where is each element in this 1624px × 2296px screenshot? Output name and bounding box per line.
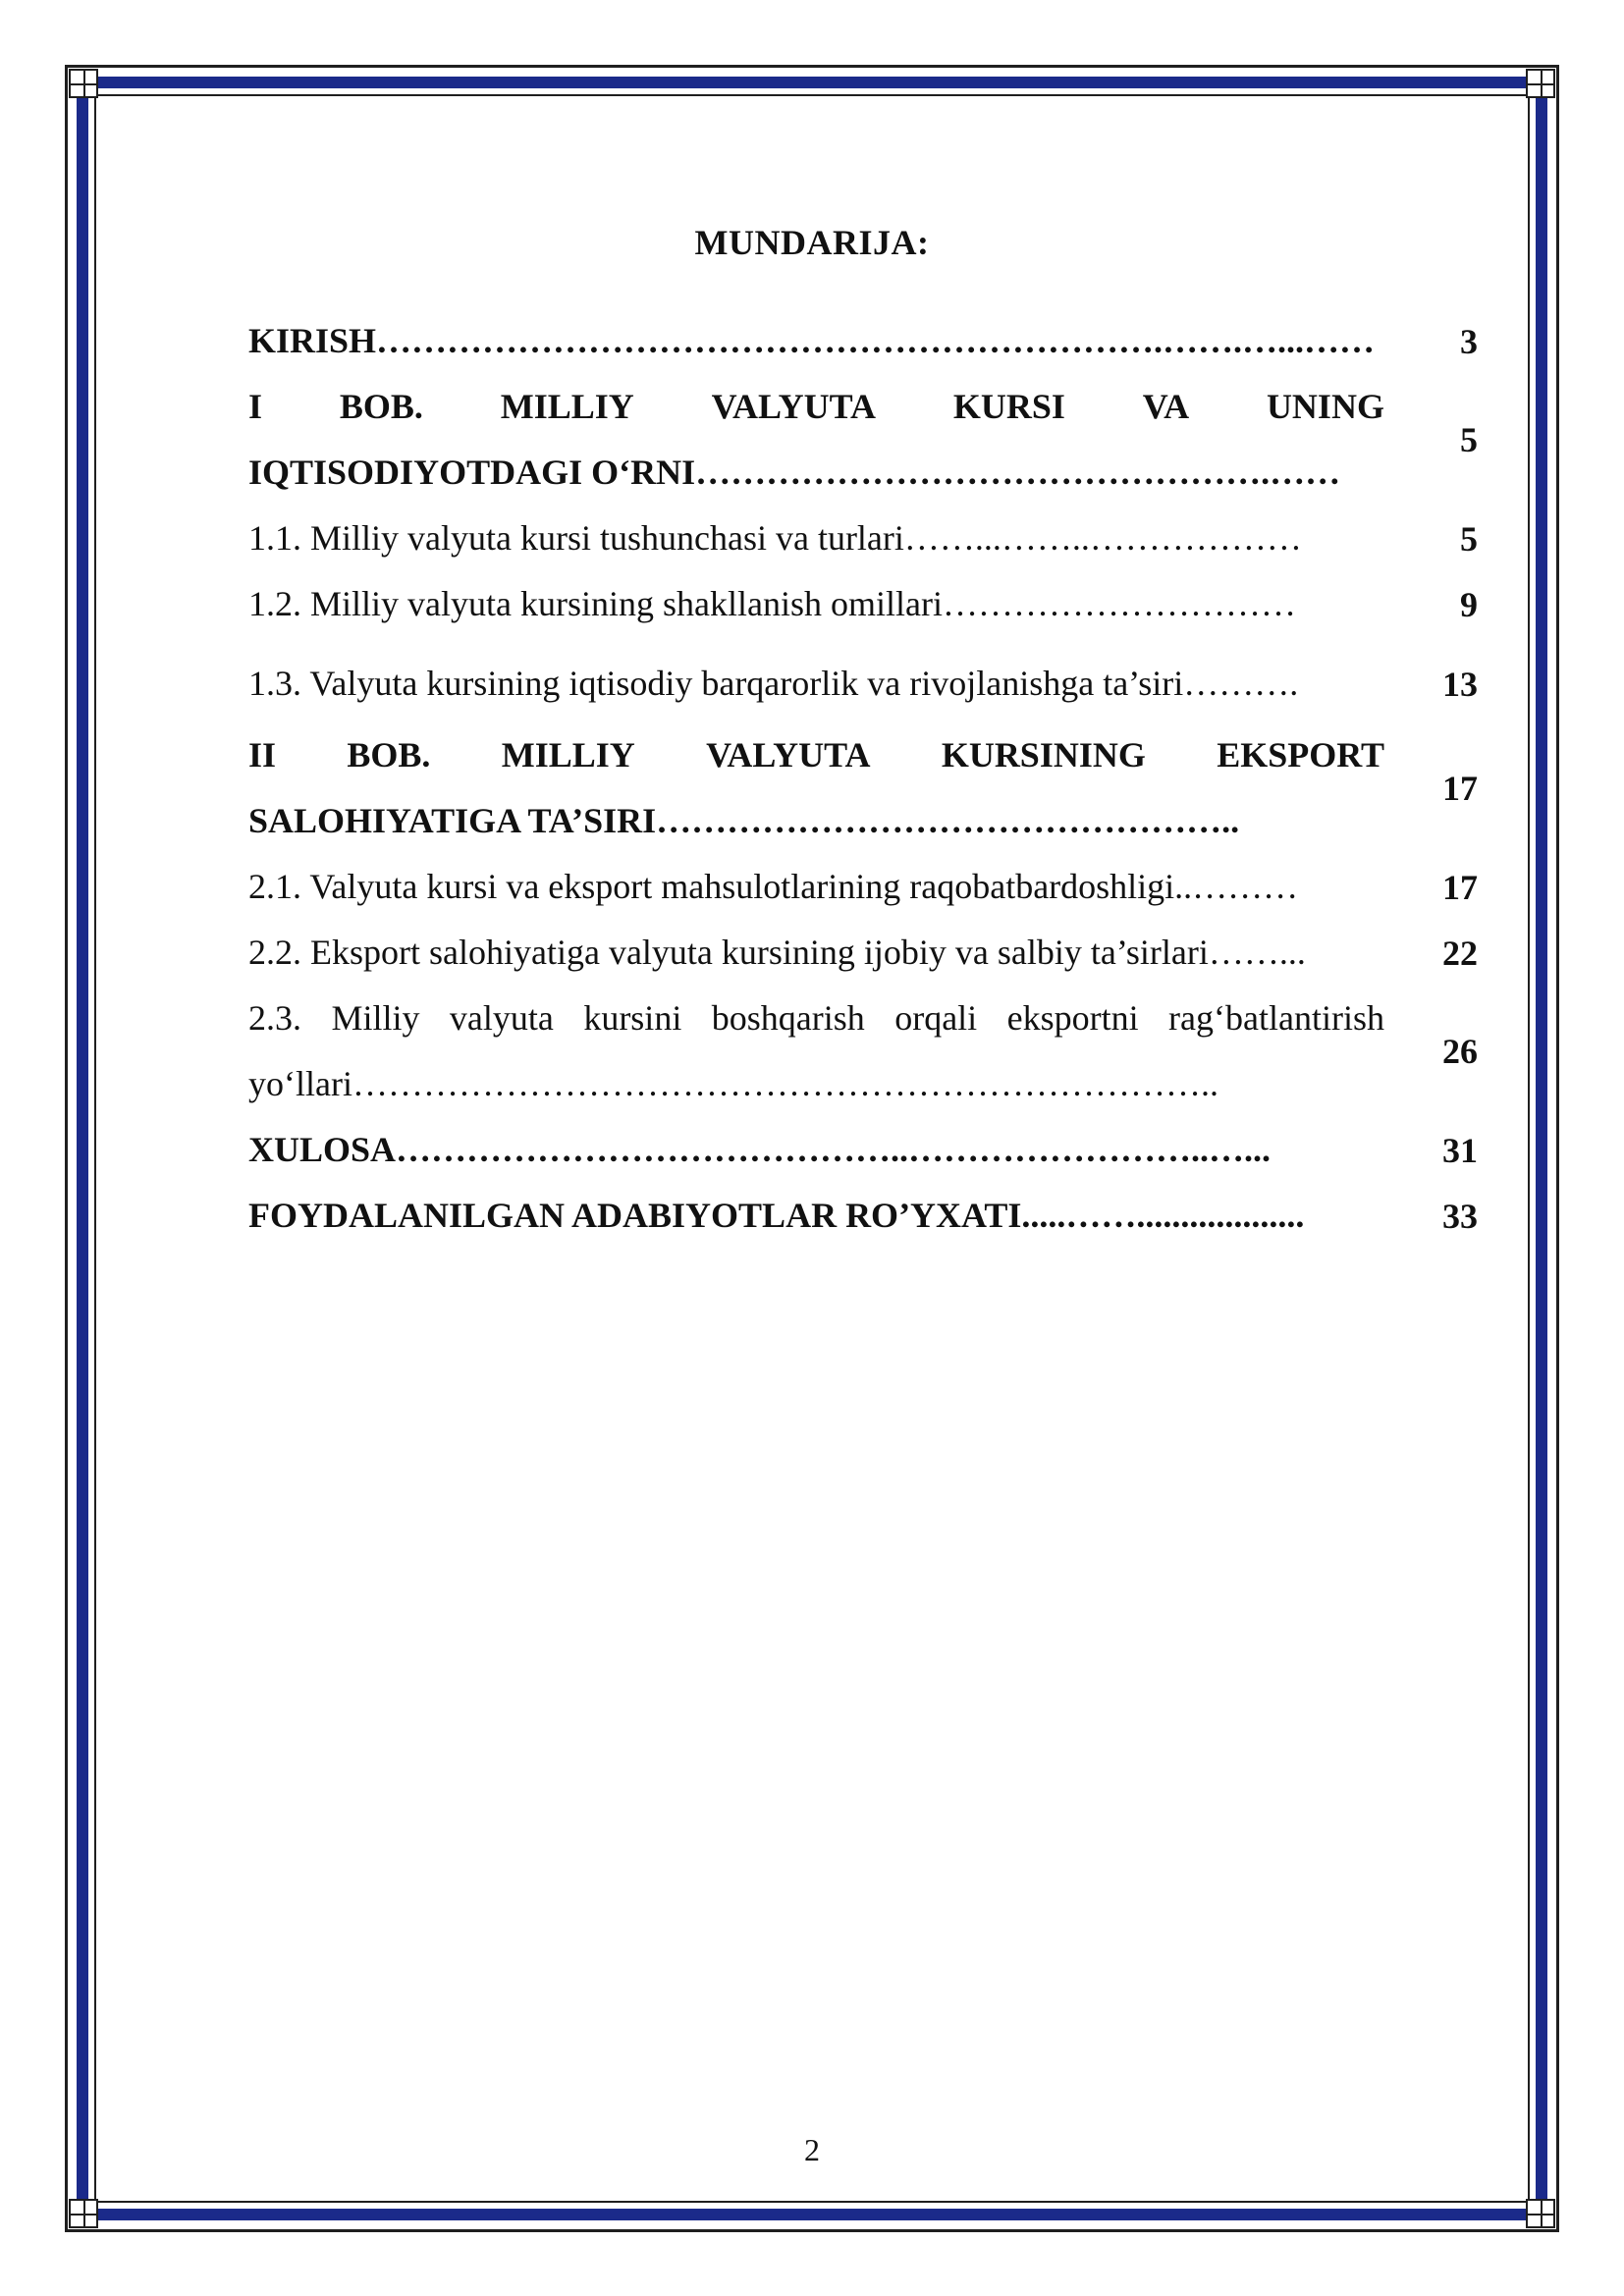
toc-page-number: 33: [1442, 1196, 1478, 1236]
toc-entry-text-line2: yo‘llari………………………………………………………………..: [248, 1064, 1218, 1103]
word: BOB.: [347, 735, 431, 774]
word: Milliy: [331, 998, 420, 1038]
toc-entry-text-line2: SALOHIYATIGA TA’SIRI…………………………………………..: [248, 801, 1240, 840]
table-of-contents: [248, 308, 1486, 1249]
toc-page-number: 13: [1442, 664, 1478, 704]
toc-page-number: 9: [1460, 584, 1478, 624]
toc-page-number: 5: [1460, 518, 1478, 559]
corner-ornament-bottom-right: [1526, 2199, 1555, 2228]
toc-entry-1-1[interactable]: [248, 506, 1486, 571]
toc-entry-text: 2.2. Eksport salohiyatiga valyuta kursining ijobiy va salbiy ta’sirlari……...: [248, 933, 1306, 972]
word: MILLIY: [501, 735, 635, 774]
word: MILLIY: [500, 387, 634, 426]
toc-entry-kirish[interactable]: [248, 308, 1486, 374]
toc-entry-chapter-2[interactable]: [248, 722, 1486, 854]
toc-entry-text: FOYDALANILGAN ADABIYOTLAR RO’YXATI.....……...................: [248, 1196, 1305, 1235]
toc-entry-references[interactable]: [248, 1183, 1486, 1249]
toc-page-number: 17: [1442, 867, 1478, 907]
toc-entry-text: 1.3. Valyuta kursining iqtisodiy barqarorlik va rivojlanishga ta’siri……….: [248, 664, 1299, 703]
toc-page-number: 26: [1442, 1032, 1478, 1071]
toc-entry-text-line1: [248, 986, 1384, 1051]
corner-ornament-top-right: [1526, 69, 1555, 98]
toc-entry-2-3[interactable]: [248, 986, 1486, 1117]
toc-entry-text-line1: [248, 722, 1384, 788]
toc-entry-1-3[interactable]: [248, 651, 1486, 717]
toc-entry-chapter-1[interactable]: [248, 374, 1486, 506]
toc-page-number: 5: [1460, 420, 1478, 459]
toc-entry-text-line1: [248, 374, 1384, 440]
toc-page-number: 3: [1460, 321, 1478, 361]
toc-page-number: 22: [1442, 933, 1478, 973]
toc-page-number: 31: [1442, 1130, 1478, 1170]
toc-entry-2-1[interactable]: [248, 854, 1486, 920]
word: EKSPORT: [1217, 735, 1384, 774]
word: kursini: [583, 998, 682, 1038]
corner-ornament-top-left: [69, 69, 98, 98]
footer-page-number: 2: [804, 2132, 820, 2167]
toc-entry-1-2[interactable]: [248, 571, 1486, 637]
toc-entry-xulosa[interactable]: [248, 1117, 1486, 1183]
word: I: [248, 387, 263, 426]
word: VALYUTA: [711, 387, 877, 426]
word: KURSINING: [941, 735, 1146, 774]
toc-entry-text-line2: IQTISODIYOTDAGI O‘RNI………………………………………….……: [248, 453, 1341, 492]
toc-page-number: 17: [1442, 769, 1478, 808]
word: UNING: [1266, 387, 1384, 426]
toc-entry-text: KIRISH………………………………………………………….…….…...……: [248, 321, 1376, 360]
corner-ornament-bottom-left: [69, 2199, 98, 2228]
toc-entry-text: 1.2. Milliy valyuta kursining shakllanish omillari…………………………: [248, 584, 1296, 623]
word: valyuta: [449, 998, 554, 1038]
word: 2.3.: [248, 998, 301, 1038]
word: rag‘batlantirish: [1168, 998, 1384, 1038]
toc-title: MUNDARIJA:: [694, 223, 930, 262]
toc-entry-text: 2.1. Valyuta kursi va eksport mahsulotlarining raqobatbardoshligi..………: [248, 867, 1299, 906]
word: eksportni: [1006, 998, 1139, 1038]
word: orqali: [894, 998, 978, 1038]
word: VALYUTA: [706, 735, 871, 774]
word: BOB.: [339, 387, 423, 426]
toc-entry-2-2[interactable]: [248, 920, 1486, 986]
word: VA: [1142, 387, 1190, 426]
word: II: [248, 735, 277, 774]
toc-entry-text: XULOSA……………………………………..……………………..…...: [248, 1130, 1272, 1169]
toc-entry-text: 1.1. Milliy valyuta kursi tushunchasi va turlari……...……..………………: [248, 518, 1302, 558]
word: KURSI: [952, 387, 1065, 426]
word: boshqarish: [711, 998, 865, 1038]
